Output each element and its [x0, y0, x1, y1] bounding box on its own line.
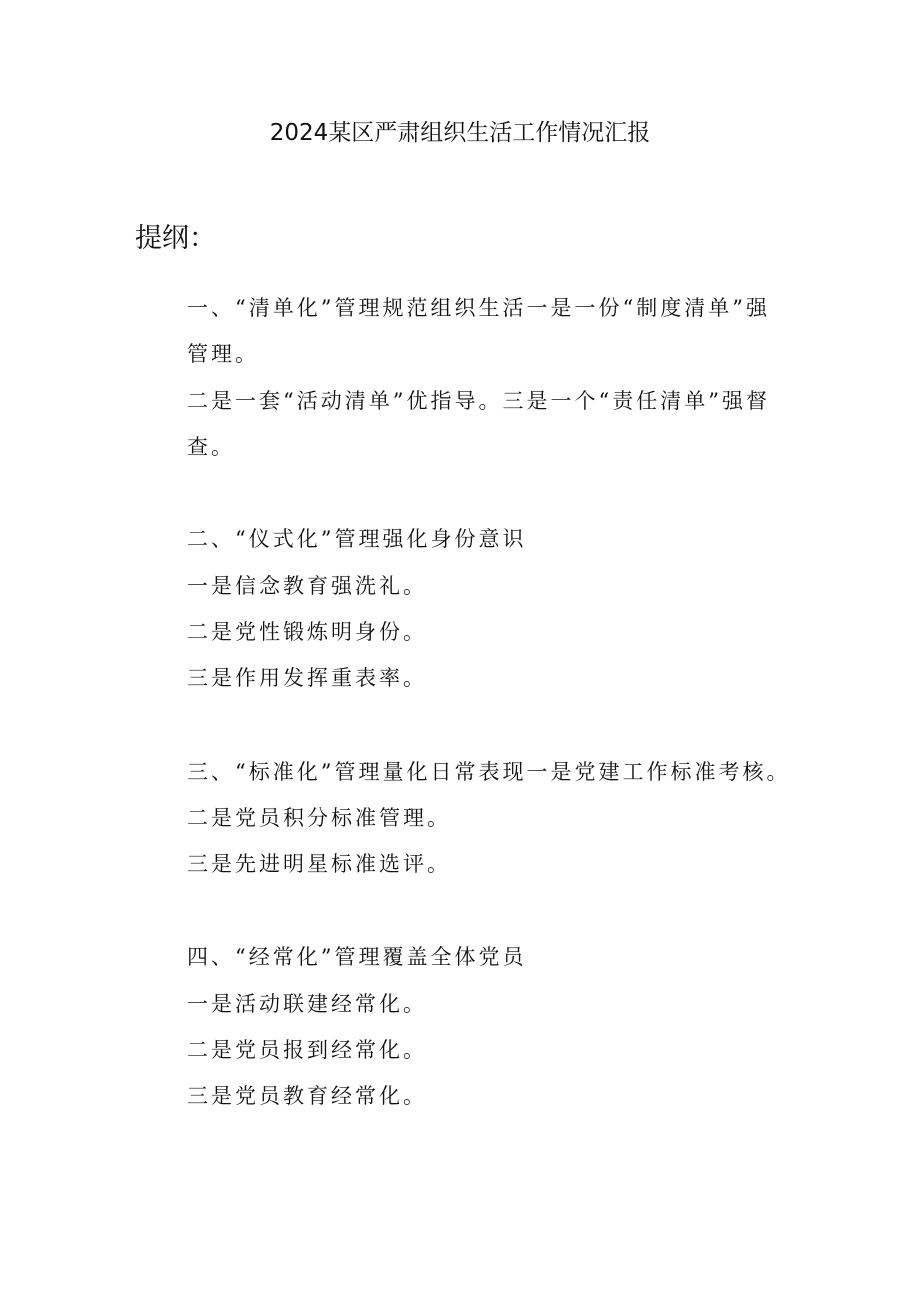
outline-line: 二是党性锻炼明身份。 [187, 620, 427, 644]
outline-line: 三是先进明星标准选评。 [187, 852, 451, 876]
outline-line: 二是党员积分标准管理。 [187, 806, 451, 830]
outline-line: 三是党员教育经常化。 [187, 1084, 427, 1108]
outline-line: 三、“标准化”管理量化日常表现一是党建工作标准考核。 [187, 760, 791, 784]
outline-line: 查。 [187, 435, 235, 459]
outline-line: 一、“清单化”管理规范组织生活一是一份“制度清单”强 [187, 296, 770, 320]
outline-line: 四、“经常化”管理覆盖全体党员 [187, 945, 527, 969]
outline-line: 管理。 [187, 342, 259, 366]
outline-line: 二、“仪式化”管理强化身份意识 [187, 527, 527, 551]
outline-line: 二是一套“活动清单”优指导。三是一个“责任清单”强督 [187, 389, 770, 413]
outline-line: 一是活动联建经常化。 [187, 992, 427, 1016]
outline-line: 三是作用发挥重表率。 [187, 666, 427, 690]
outline-label: 提纲： [135, 223, 216, 254]
document-title: 2024某区严肃组织生活工作情况汇报 [269, 120, 651, 146]
outline-line: 一是信念教育强洗礼。 [187, 574, 427, 598]
outline-line: 二是党员报到经常化。 [187, 1038, 427, 1062]
